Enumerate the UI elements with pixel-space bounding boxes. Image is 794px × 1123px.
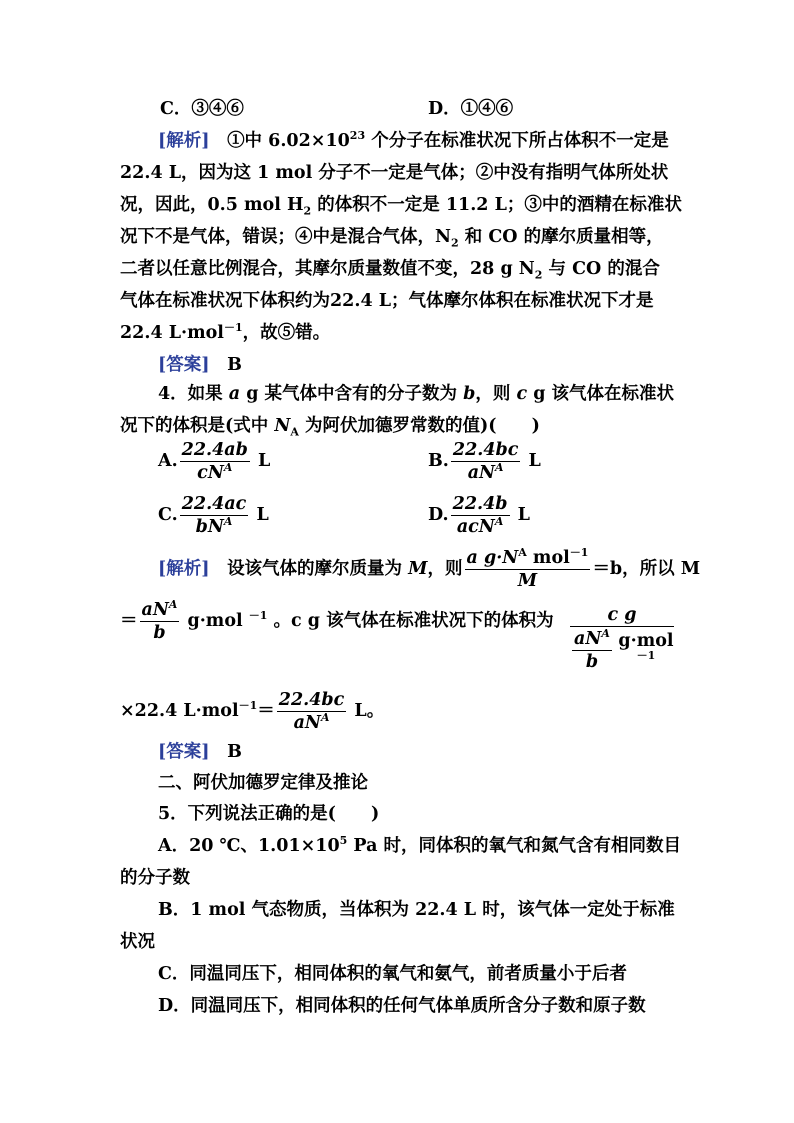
answer-line: [答案] B [158, 742, 242, 762]
analysis-line: 22.4 L·mol$^{-1}$，故⑤错。 [120, 321, 331, 343]
analysis-line: 况，因此，0.5 mol $H_2$ 的体积不一定是 11.2 L；③中的酒精在标准状 [120, 195, 682, 218]
complex-fraction: c g $\frac{aN^A}{b}$ g·mol$^{-1}$ [570, 604, 674, 672]
option-b-cont: 状况 [120, 932, 155, 952]
analysis-tag: [解析] [158, 131, 210, 151]
answer-tag: [答案] [158, 355, 210, 375]
analysis-line: 气体在标准状况下体积约为22.4 L；气体摩尔体积在标准状况下才是 [120, 291, 654, 311]
analysis-line: 22.4 L，因为这 1 mol 分子不一定是气体；②中没有指明气体所处状 [120, 163, 669, 183]
analysis-line: 二者以任意比例混合，其摩尔质量数值不变，28 g $N_2$ 与 CO 的混合 [120, 259, 660, 282]
option-b: B．1 mol 气态物质，当体积为 22.4 L 时，该气体一定处于标准 [158, 900, 675, 920]
question-stem: 5．下列说法正确的是( ) [158, 804, 380, 824]
option-a-cont: 的分子数 [120, 868, 190, 888]
analysis-line: ×22.4 L·mol$^{-1}$＝ $\frac{22.4bc}{aN^A}$ L。 [120, 690, 385, 733]
analysis-tag: [解析] [158, 559, 210, 579]
option-c: C. $\frac{22.4ac}{bN^A}$ L [158, 494, 269, 537]
option-a: A．20 ℃、$1.01\times 10^5$ Pa 时，同体积的氧气和氮气含有相同数目 [158, 834, 682, 856]
option-d: D. $\frac{22.4b}{acN^A}$ L [428, 494, 530, 537]
analysis-line: ＝ $\frac{aN^A}{b}$ g·mol $^{-1}$ 。c g 该气体在标准状况下的体积为 [120, 598, 554, 643]
option-b: B. $\frac{22.4bc}{aN^A}$ L [428, 440, 541, 483]
option-d: D．同温同压下，相同体积的任何气体单质所含分子数和原子数 [158, 996, 646, 1016]
question-stem: 况下的体积是(式中 $N_A$ 为阿伏加德罗常数的值)( ) [120, 416, 540, 439]
question-stem: 4．如果 a g 某气体中含有的分子数为 b，则 c g 该气体在标准状 [158, 384, 675, 404]
analysis-line: [解析] 设该气体的摩尔质量为 M，则 $\frac{a g\cdot N^A mol^{-1}}{M}$ ＝b，所以 M [158, 546, 701, 591]
analysis-line: 况下不是气体，错误；④中是混合气体，$N_2$ 和 CO 的摩尔质量相等， [120, 227, 664, 250]
option-c: C．③④⑥ [160, 99, 244, 119]
option-d: D．①④⑥ [428, 99, 514, 119]
analysis-line: [解析] ①中 $6.02\times 10^{23}$ 个分子在标准状况下所占体积不一定是 [158, 129, 669, 151]
answer-line: [答案] B [158, 355, 242, 375]
answer-tag: [答案] [158, 742, 210, 762]
option-c: C．同温同压下，相同体积的氧气和氨气，前者质量小于后者 [158, 964, 627, 984]
option-a: A. $\frac{22.4ab}{cN^A}$ L [158, 440, 271, 483]
section-heading: 二、阿伏加德罗定律及推论 [158, 773, 368, 793]
